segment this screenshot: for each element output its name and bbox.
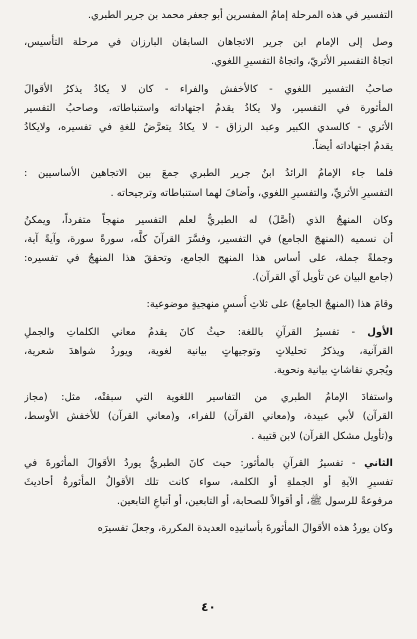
text-line: [24, 99, 393, 118]
text-line: [24, 137, 393, 156]
paragraph: [24, 388, 393, 446]
text-line: [24, 268, 393, 287]
text-line: [24, 6, 393, 25]
paragraph: [24, 211, 393, 288]
text-line: [24, 80, 393, 99]
text-line: [24, 295, 393, 314]
text-run: المأثورة في التفسير، ولا يكادُ يقدمُ اجتهاداته واستنباطاته، وصاحبُ التفسير: [24, 102, 393, 114]
text-line: [24, 342, 393, 361]
text-run: التفسيرِ الأثريِّ، والتفسيرِ اللغوي، وأضافَ لهما استنباطاته وترجيحاته .: [110, 187, 393, 199]
text-run: وصل إلى الإمام ابن جرير الاتجاهان السابقان البارزان في مرحلة التأسيس،: [24, 37, 393, 49]
text-line: [24, 164, 393, 183]
text-run: الأثري - كالسدي الكبير وعبد الرزاق - لا يكادُ يتعرَّضُ للغةِ في تفسيره، ولايكادُ: [24, 121, 393, 133]
text-run: اتجاهُ التفسير الأثريّ، واتجاهُ التفسيرِ اللغوي.: [210, 56, 393, 68]
text-line: [24, 323, 393, 342]
text-line: [24, 118, 393, 137]
text-run: فلما جاء الإمامُ الرائدُ ابنُ جرير الطبري جمعَ بين الاتجاهين الأساسيين :: [24, 168, 393, 180]
text-line: [24, 361, 393, 380]
section-label: الأول: [367, 326, 393, 338]
text-line: [24, 249, 393, 268]
text-run: أن نسميه (المنهجَ الجامع) في التفسير، وفسَّرَ القرآنَ كلَّه، سورةً سورة، وآيةً آية،: [24, 233, 393, 245]
paragraph: [24, 323, 393, 381]
text-line: [24, 184, 393, 203]
paragraph: [24, 80, 393, 157]
text-run: وكان يوردُ هذه الأقوالَ المأثورةَ بأسانيدِه العديدة المكررة، وجعلَ تفسيرَه: [97, 523, 393, 535]
text-line: [24, 211, 393, 230]
text-run: مرفوعةً للرسول ﷺ، أو أقوالاً للصحابة، أو التابعين، أو أتباعِ التابعين.: [116, 496, 393, 508]
text-body: [24, 6, 393, 539]
text-run: القرآن) لأبي عبيدة، و(معاني القرآن) للفراء، و(معاني القرآن) للأخفش الأوسط،: [24, 411, 393, 423]
paragraph: [24, 6, 393, 25]
text-run: صاحبُ التفسير اللغوي - كالأخفش والفراء - كان لا يكادُ يذكرُ الأقوالَ: [24, 83, 393, 95]
text-run: يقدمُ اجتهاداته أيضاً.: [311, 141, 393, 153]
text-line: [24, 427, 393, 446]
text-run: ويُجري نقاشاتٍ بيانية ونحوية.: [273, 365, 393, 376]
text-line: [24, 52, 393, 71]
text-run: وكان المنهجُ الذي (أصَّلَ) له الطبريُّ لعلم التفسير منهجاً متفرداً، ويمكنُ: [24, 214, 393, 226]
paragraph: [24, 519, 393, 538]
text-run: - تفسيرُ القرآنِ بالمأثور: حيث كانَ الطبريُّ يوردُ الأقوالَ المأثورةَ في: [24, 457, 365, 469]
text-run: واستفادَ الإمامُ الطبري من التفاسير اللغوية التي سبقتْه، مثل: (مجاز: [24, 392, 393, 404]
paragraph: [24, 295, 393, 314]
paragraph: [24, 33, 393, 71]
text-line: [24, 388, 393, 407]
text-line: [24, 33, 393, 52]
page-number: ٤٠: [201, 600, 216, 614]
text-run: وقامَ هذا (المنهجُ الجامعُ) على ثلاثِ أُسسٍ منهجيةٍ موضوعية:: [146, 299, 393, 311]
text-run: - تفسيرُ القرآنِ باللغة: حيثُ كانَ يقدمُ معاني الكلماتِ والجملِ: [24, 326, 368, 338]
text-run: تفسيرِ الآيةِ أو الجملةِ أو الكلمة، سواء كانت تلك الأقوالُ المأثورةُ أحاديثَ: [24, 476, 393, 488]
paragraph: [24, 164, 393, 202]
text-run: التفسير في هذه المرحلة إمامُ المفسرين أبو جعفر محمد بن جرير الطبري.: [87, 10, 393, 21]
paragraph: [24, 454, 393, 512]
text-line: [24, 519, 393, 538]
text-line: [24, 454, 393, 473]
text-run: و(تأويل مشكل القرآن) لابن قتيبة .: [251, 430, 393, 442]
text-line: [24, 492, 393, 511]
text-line: [24, 230, 393, 249]
text-run: (جامع البيان عن تأويل آي القرآن).: [252, 272, 393, 284]
text-run: القرآنية، ويذكرُ تحليلاتٍ وتوجيهاتٍ بيانية لغوية، ويوردُ شواهدَ شعرية،: [24, 345, 393, 357]
section-label: الثاني: [364, 457, 393, 469]
text-run: وجملةً جملة، على أساس هذا المنهج الجامع، وتحققَ هذا المنهجُ في تفسيره:: [24, 253, 393, 265]
text-line: [24, 473, 393, 492]
text-line: [24, 407, 393, 426]
